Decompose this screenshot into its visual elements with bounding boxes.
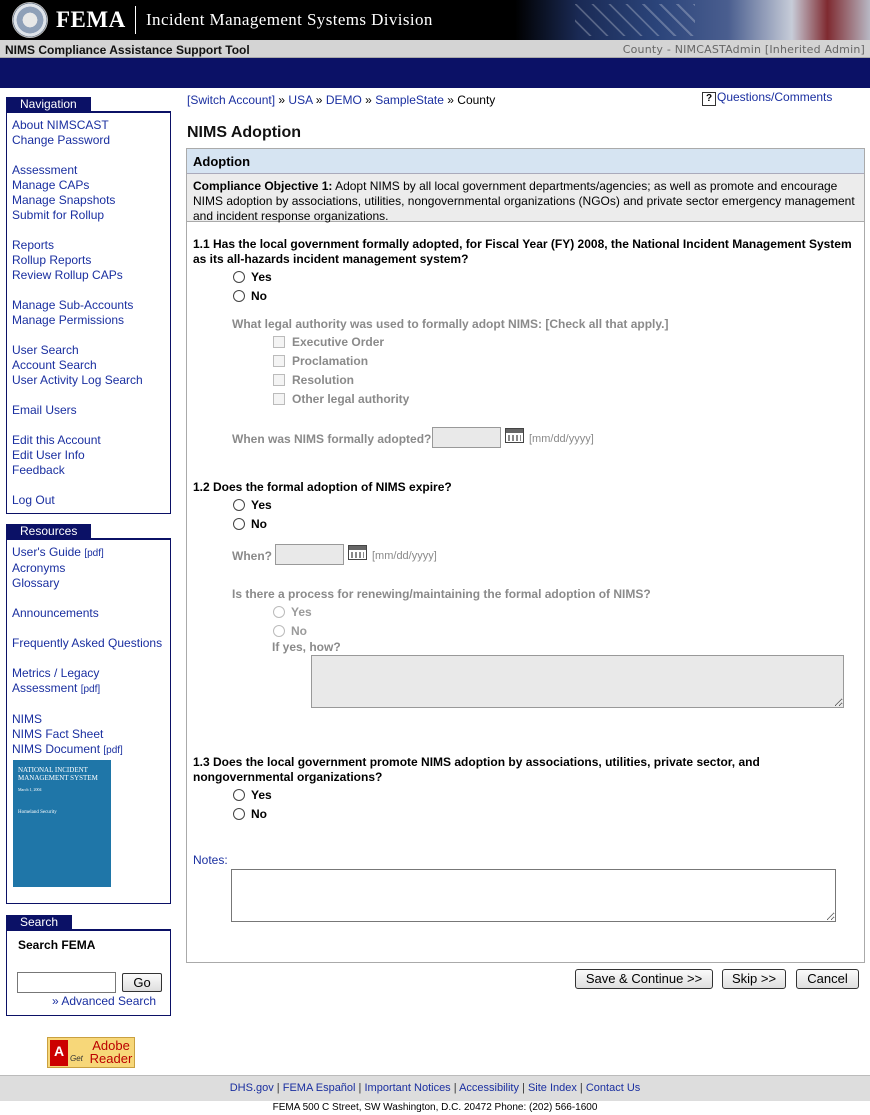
users-guide-item (12, 545, 165, 561)
nav-user-search[interactable]: User Search (12, 343, 79, 357)
q2-how-label: If yes, how? (272, 640, 341, 654)
nav-reports[interactable]: Reports (12, 238, 55, 252)
nav-review-rollup-caps[interactable]: Review Rollup CAPs (12, 268, 123, 282)
q1-no-label: No (251, 289, 267, 303)
q1-legal-prompt: What legal authority was used to formally adopt NIMS: [Check all that apply.] (232, 317, 669, 331)
q2-date-input[interactable] (275, 544, 344, 565)
radio-icon (273, 625, 285, 637)
q2-yes-label: Yes (251, 498, 272, 512)
breadcrumb-sep: » (447, 93, 454, 107)
radio-icon (233, 789, 245, 801)
q1-yes-radio[interactable] (233, 269, 272, 285)
glossary-link[interactable]: Glossary (12, 576, 60, 590)
nav-account-search[interactable]: Account Search (12, 358, 97, 372)
nav-manage-sub-accounts[interactable]: Manage Sub-Accounts (12, 298, 134, 312)
banner-divider (135, 6, 136, 34)
nav-edit-account[interactable]: Edit this Account (12, 433, 101, 447)
option-label: Other legal authority (292, 392, 410, 406)
objective-label: Compliance Objective 1: (193, 179, 333, 193)
notes-label: Notes: (193, 853, 228, 867)
nav-email-users[interactable]: Email Users (12, 403, 77, 417)
tool-name: NIMS Compliance Assistance Support Tool (5, 43, 250, 57)
nims-document-link[interactable]: NIMS Document (12, 742, 101, 756)
compliance-objective (187, 174, 864, 222)
acronyms-link[interactable]: Acronyms (12, 561, 66, 575)
resources-box (6, 524, 171, 904)
adobe-logo-icon: A (50, 1040, 68, 1066)
go-button[interactable]: Go (122, 973, 162, 992)
footer-links: DHS.gov | FEMA Español | Important Notices | Accessibility | Site Index | Contact Us (0, 1075, 870, 1101)
metrics-link[interactable]: Metrics / Legacy (12, 666, 100, 680)
search-heading: Search (6, 915, 72, 929)
q3-no-label: No (251, 807, 267, 821)
q2-when-label: When? (232, 549, 272, 563)
cancel-button[interactable]: Cancel (796, 969, 859, 989)
footer-important-notices[interactable]: Important Notices (364, 1082, 451, 1094)
q1-no-radio[interactable] (233, 288, 267, 304)
cover-dhs: Homeland Security (18, 810, 57, 815)
nav-manage-snapshots[interactable]: Manage Snapshots (12, 193, 116, 207)
nav-feedback[interactable]: Feedback (12, 463, 65, 477)
search-box (6, 915, 171, 1016)
nims-document-cover[interactable] (13, 760, 111, 887)
nav-assessment[interactable]: Assessment (12, 163, 78, 177)
nav-user-activity-log[interactable]: User Activity Log Search (12, 373, 143, 387)
option-label: Executive Order (292, 335, 385, 349)
breadcrumb-sep: » (278, 93, 286, 107)
footer-contact-us[interactable]: Contact Us (585, 1082, 641, 1094)
radio-icon (233, 499, 245, 511)
nav-edit-user-info[interactable]: Edit User Info (12, 448, 85, 462)
radio-icon (233, 808, 245, 820)
nav-log-out[interactable]: Log Out (12, 493, 55, 507)
option-label: Proclamation (292, 354, 369, 368)
nims-link[interactable]: NIMS (12, 712, 42, 726)
navy-band (0, 58, 870, 88)
cover-title: NATIONAL INCIDENT MANAGEMENT SYSTEM (18, 766, 98, 782)
tool-bar (0, 40, 870, 58)
q2-date-format: [mm/dd/yyyy] (372, 550, 437, 562)
q2-no-label: No (251, 517, 267, 531)
metrics-item (12, 681, 165, 697)
q1-date-format: [mm/dd/yyyy] (529, 433, 594, 445)
nav-about[interactable]: About NIMSCAST (12, 118, 109, 132)
skip-button[interactable]: Skip >> (722, 969, 786, 989)
checkbox-icon (273, 393, 285, 405)
q3-yes-radio[interactable] (233, 787, 272, 803)
nav-change-password[interactable]: Change Password (12, 133, 111, 147)
q1-yes-label: Yes (251, 270, 272, 284)
search-input[interactable] (17, 972, 116, 993)
division-title: Incident Management Systems Division (146, 10, 433, 29)
q1-title: 1.1 Has the local government formally adopted, for Fiscal Year (FY) 2008, the National Incident Management System as its all-hazards incident management system? (193, 237, 852, 266)
switch-account-link[interactable]: [Switch Account] (187, 93, 276, 107)
renew-yes-label: Yes (291, 605, 312, 619)
q2-title: 1.2 Does the formal adoption of NIMS expire? (193, 480, 452, 494)
help-icon: ? (702, 92, 716, 106)
users-guide-link[interactable]: User's Guide (12, 545, 81, 559)
checkbox-icon (273, 355, 285, 367)
footer-address: FEMA 500 C Street, SW Washington, D.C. 20472 Phone: (202) 566-1600 (272, 1102, 598, 1113)
resolution-checkbox[interactable] (273, 372, 354, 388)
announcements-link[interactable]: Announcements (12, 606, 99, 620)
nims-document-item (12, 742, 165, 758)
metrics-assessment-link[interactable]: Assessment (12, 681, 78, 695)
pdf-tag: [pdf] (80, 684, 101, 695)
breadcrumb-usa[interactable]: USA (288, 93, 313, 107)
footer-dhs[interactable]: DHS.gov (229, 1082, 274, 1094)
questions-comments-link[interactable]: Questions/Comments (717, 90, 833, 104)
resources-heading: Resources (6, 524, 91, 538)
q2-yes-radio[interactable] (233, 497, 272, 513)
breadcrumb (187, 93, 495, 107)
radio-icon (233, 290, 245, 302)
other-authority-checkbox[interactable] (273, 391, 409, 407)
radio-icon (233, 518, 245, 530)
nims-fact-sheet-link[interactable]: NIMS Fact Sheet (12, 727, 104, 741)
q3-no-radio[interactable] (233, 806, 267, 822)
nav-manage-caps[interactable]: Manage CAPs (12, 178, 90, 192)
footer-accessibility[interactable]: Accessibility (459, 1082, 519, 1094)
navigation-box (6, 97, 171, 514)
nav-rollup-reports[interactable]: Rollup Reports (12, 253, 92, 267)
renew-no-radio[interactable] (273, 623, 307, 639)
renew-no-label: No (291, 624, 307, 638)
adobe-get-text: Get (70, 1054, 83, 1063)
fema-logo[interactable]: FEMA (56, 7, 126, 32)
proclamation-checkbox[interactable] (273, 353, 368, 369)
flag-image (515, 0, 870, 40)
q1-date-prompt: When was NIMS formally adopted? (232, 432, 432, 446)
save-continue-button[interactable]: Save & Continue >> (575, 969, 713, 989)
q3-title: 1.3 Does the local government promote NIMS adoption by associations, utilities, private sector, and nongovernmental organizations? (193, 755, 760, 784)
questions-comments[interactable] (702, 90, 832, 106)
nav-manage-permissions[interactable]: Manage Permissions (12, 313, 125, 327)
radio-icon (273, 606, 285, 618)
q2-no-radio[interactable] (233, 516, 267, 532)
section-title: Adoption (187, 149, 864, 174)
adoption-panel (186, 148, 865, 963)
breadcrumb-sep: » (315, 93, 323, 107)
calendar-icon[interactable] (505, 428, 524, 443)
pdf-tag: [pdf] (103, 745, 123, 756)
dhs-seal-icon (12, 2, 48, 38)
adobe-reader-badge[interactable] (47, 1037, 135, 1068)
account-info: County - NIMCASTAdmin [Inherited Admin] (622, 43, 865, 56)
radio-icon (233, 271, 245, 283)
q1-date-input[interactable] (432, 427, 501, 448)
checkbox-icon (273, 374, 285, 386)
calendar-icon[interactable] (348, 545, 367, 560)
how-textarea[interactable] (311, 655, 844, 708)
footer-fema-espanol[interactable]: FEMA Español (282, 1082, 356, 1094)
faq-link[interactable]: Frequently Asked Questions (12, 636, 163, 650)
option-label: Resolution (292, 373, 354, 387)
checkbox-icon (273, 336, 285, 348)
breadcrumb-current: County (457, 93, 496, 107)
breadcrumb-sep: » (365, 93, 372, 107)
navigation-heading: Navigation (6, 97, 91, 111)
advanced-search-link[interactable]: » Advanced Search (52, 994, 157, 1008)
pdf-tag: [pdf] (84, 548, 104, 559)
header-banner (0, 0, 870, 40)
cover-date: March 1, 2004 (18, 787, 42, 792)
adobe-reader-text: Adobe Reader (89, 1038, 133, 1066)
page-title: NIMS Adoption (187, 124, 302, 141)
search-label: Search FEMA (18, 938, 96, 952)
executive-order-checkbox[interactable] (273, 334, 384, 350)
q2-renew-prompt: Is there a process for renewing/maintaining the formal adoption of NIMS? (232, 587, 651, 601)
breadcrumb-demo[interactable]: DEMO (325, 93, 362, 107)
renew-yes-radio[interactable] (273, 604, 312, 620)
footer-site-index[interactable]: Site Index (527, 1082, 577, 1094)
objective-text: Adopt NIMS by all local government departments/agencies; as well as promote and encourage NIMS adoption by associations, utilities, nongovernmental organizations (NGOs) and private sector emergency management and incident response organizations. (193, 179, 855, 223)
notes-textarea[interactable] (231, 869, 836, 922)
q3-yes-label: Yes (251, 788, 272, 802)
breadcrumb-state[interactable]: SampleState (375, 93, 444, 107)
nav-submit-rollup[interactable]: Submit for Rollup (12, 208, 105, 222)
